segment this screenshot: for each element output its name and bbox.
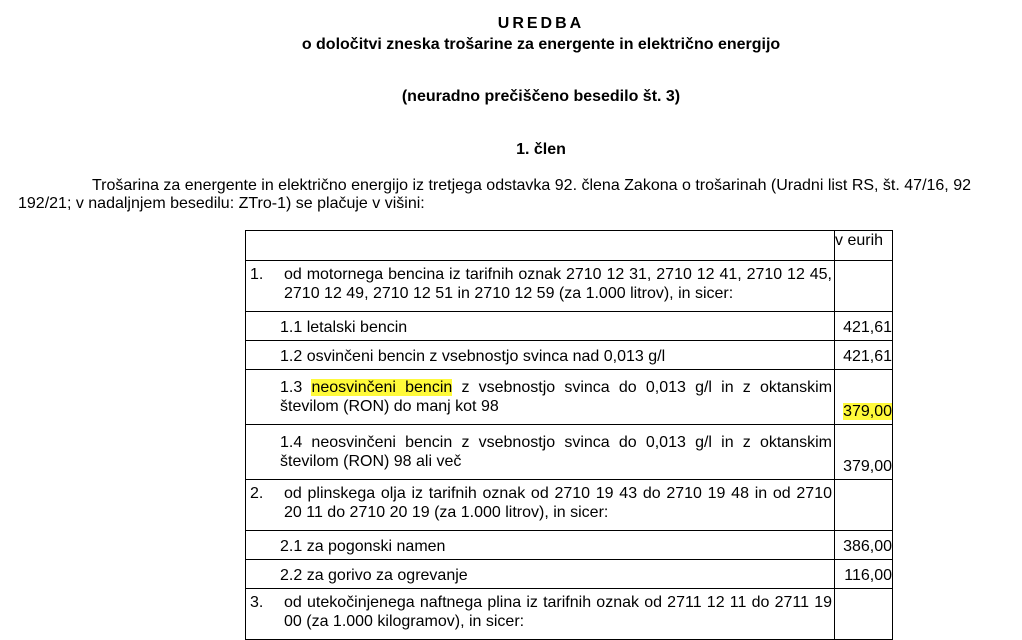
subitem-value: 116,00 (835, 560, 893, 589)
empty-value-cell (835, 589, 893, 640)
intro-line-1: Trošarina za energente in električno energijo iz tretjega odstavka 92. člena Zakona o trošarinah (Uradni list RS, št. 47/16, 92 (92, 177, 971, 194)
subitem-text: 1.4 neosvinčeni bencin z vsebnostjo svinca do 0,013 g/l in z oktanskim številom (RON) 98 ali več (280, 434, 832, 470)
item-text: od utekočinjenega naftnega plina iz tarifnih oznak od 2711 12 11 do 2711 19 00 (za 1.000 kilogramov), in sicer: (284, 594, 832, 630)
subitem-value: 421,61 (835, 312, 893, 341)
subitem-text (246, 370, 834, 424)
table-row-1-1 (246, 312, 893, 341)
intro-line-2: 192/21; v nadaljnjem besedilu: ZTro-1) se plačuje v višini: (18, 195, 425, 212)
subitem-text: 2.1 za pogonski namen (280, 538, 446, 555)
subitem-prefix: 1.3 (280, 379, 312, 396)
highlighted-value: 379,00 (843, 403, 892, 420)
document-subtitle: o določitvi zneska trošarine za energente in električno energijo (301, 36, 781, 53)
article-heading: 1. člen (516, 141, 566, 158)
table-row-item-1 (246, 261, 893, 312)
table-row-2-2 (246, 560, 893, 589)
empty-value-cell (835, 261, 893, 312)
highlighted-text: neosvinčeni bencin (311, 379, 453, 396)
subitem-value: 421,61 (835, 341, 893, 370)
subitem-text: 1.1 letalski bencin (280, 319, 408, 336)
currency-header: v eurih (835, 231, 893, 261)
item-number: 1. (250, 266, 264, 283)
subitem-value: 379,00 (835, 425, 893, 480)
table-row-1-2 (246, 341, 893, 370)
document-note: (neuradno prečiščeno besedilo št. 3) (401, 88, 681, 105)
subitem-value (835, 370, 893, 425)
item-number: 3. (250, 594, 264, 611)
item-text: od plinskega olja iz tarifnih oznak od 2710 19 43 do 2710 19 48 in od 2710 20 11 do 2710 20 19 (za 1.000 litrov), in sicer: (284, 485, 832, 521)
empty-value-cell (835, 480, 893, 531)
item-number: 2. (250, 485, 264, 502)
table-row-item-2 (246, 480, 893, 531)
table-header-row (246, 231, 893, 261)
table-row-1-3 (246, 370, 893, 425)
table-row-2-1 (246, 531, 893, 560)
subitem-value: 386,00 (835, 531, 893, 560)
document-title: UREDBA (497, 15, 585, 32)
table-row-item-3 (246, 589, 893, 640)
subitem-suffix: z vsebnostjo svinca do 0,013 g/l in z oktanskim številom (RON) do manj kot 98 (280, 379, 833, 415)
item-text: od motornega bencina iz tarifnih oznak 2710 12 31, 2710 12 41, 2710 12 45, 2710 12 49, 2710 12 51 in 2710 12 59 (za 1.000 litrov), in sicer: (284, 266, 832, 302)
subitem-text: 2.2 za gorivo za ogrevanje (280, 567, 468, 584)
subitem-text: 1.2 osvinčeni bencin z vsebnostjo svinca nad 0,013 g/l (280, 348, 666, 365)
table-header-empty (246, 231, 835, 261)
excise-table (245, 230, 893, 640)
table-row-1-4 (246, 425, 893, 480)
